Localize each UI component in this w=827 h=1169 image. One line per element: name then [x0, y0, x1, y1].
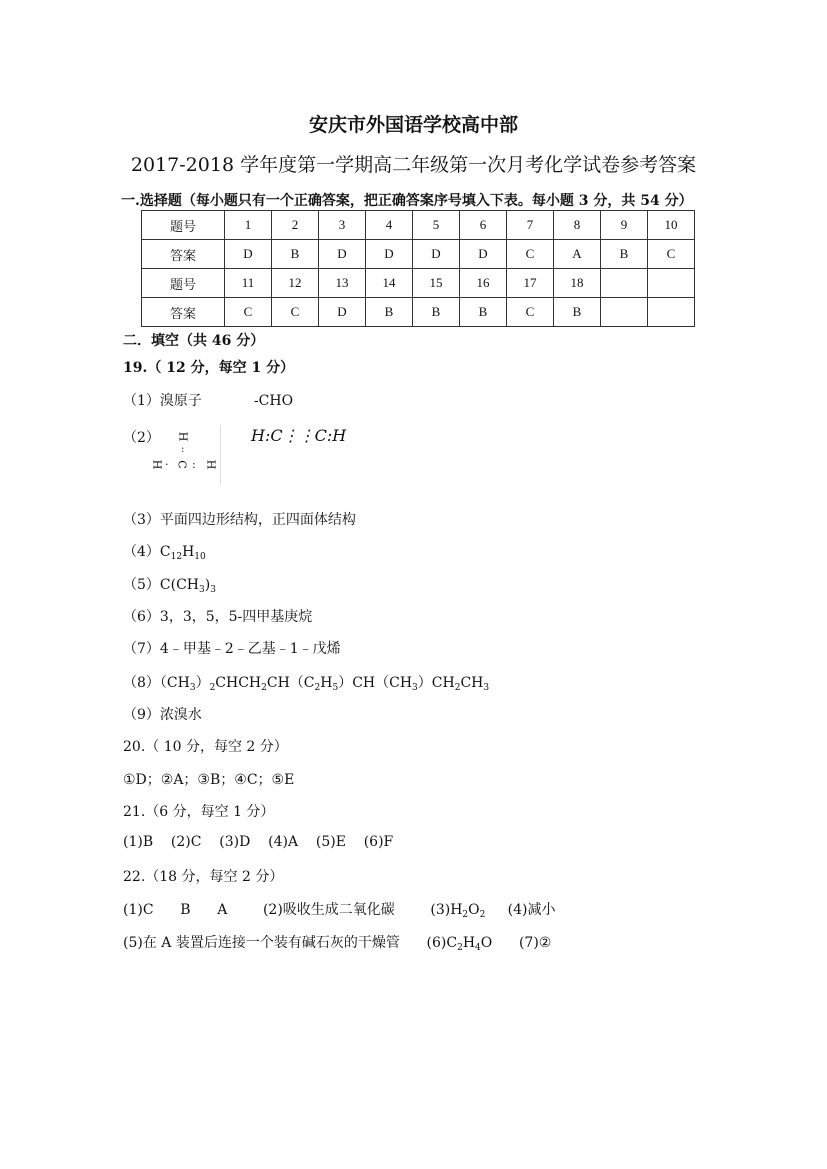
q19-a1-group: -CHO — [253, 393, 294, 409]
subscript: 2 — [314, 683, 321, 693]
row-label-number: 题号 — [142, 269, 225, 298]
table-row — [142, 211, 695, 240]
q19-answer-6: （6）3，3，5，5-四甲基庚烷 — [123, 609, 313, 625]
text-part: CH — [460, 675, 484, 691]
section1-heading: 一.选择题（每小题只有一个正确答案，把正确答案序号填入下表。每小题 3 分，共 54 分） — [121, 193, 693, 209]
table-cell: D — [319, 298, 366, 327]
table-row — [142, 240, 695, 269]
table-cell: 2 — [272, 211, 319, 240]
text-part: (5)在 A 装置后连接一个装有碱石灰的干燥管 (6)C — [123, 935, 458, 951]
table-cell: 6 — [460, 211, 507, 240]
subscript: 3 — [483, 683, 490, 693]
table-cell: D — [460, 240, 507, 269]
table-cell: C — [272, 298, 319, 327]
exam-title: 2017-2018 学年度第一学期高二年级第一次月考化学试卷参考答案 — [130, 154, 697, 176]
text-part: H — [320, 675, 333, 691]
text-part: H — [182, 544, 195, 560]
q19-answer-8 — [123, 672, 489, 692]
subscript: 3 — [210, 585, 216, 595]
table-cell — [648, 298, 695, 327]
divider — [220, 425, 221, 485]
table-cell: A — [554, 240, 601, 269]
text-part: CH（C — [266, 675, 315, 691]
q19-header: 19.（ 12 分，每空 1 分） — [123, 360, 295, 376]
q19-answer-3: （3）平面四边形结构，正四面体结构 — [123, 512, 356, 528]
lewis-structure-image — [150, 428, 222, 480]
table-cell: 13 — [319, 269, 366, 298]
table-cell: 11 — [225, 269, 272, 298]
q19-answer-7: （7）4﹣甲基﹣2﹣乙基﹣1﹣戊烯 — [123, 641, 341, 657]
answer-table — [141, 210, 695, 327]
table-cell — [601, 298, 648, 327]
q19-answer-4 — [123, 541, 206, 561]
table-cell: C — [507, 298, 554, 327]
row-label-answer: 答案 — [142, 240, 225, 269]
table-cell — [648, 269, 695, 298]
text-part: （8）（CH — [123, 675, 190, 691]
text-part: ）CH — [417, 675, 455, 691]
table-row — [142, 269, 695, 298]
lewis-h-right: H — [204, 459, 218, 470]
table-cell: 12 — [272, 269, 319, 298]
subscript: 3 — [189, 683, 196, 693]
subscript: 5 — [332, 683, 339, 693]
table-cell: 3 — [319, 211, 366, 240]
table-cell: C — [648, 240, 695, 269]
table-cell: 17 — [507, 269, 554, 298]
table-cell: B — [601, 240, 648, 269]
acetylene-electron-formula: H:C⋮⋮C:H — [251, 426, 347, 445]
subscript: 12 — [170, 552, 183, 562]
table-cell: 1 — [225, 211, 272, 240]
table-cell: D — [366, 240, 413, 269]
subscript: 2 — [261, 683, 267, 693]
q19-a2-label: （2） — [123, 430, 160, 446]
table-cell: 9 — [601, 211, 648, 240]
table-cell — [601, 269, 648, 298]
subscript: 2 — [457, 943, 463, 953]
table-cell: 5 — [413, 211, 460, 240]
table-cell: B — [366, 298, 413, 327]
q20-header: 20.（ 10 分，每空 2 分） — [123, 739, 288, 755]
text-part: ） — [195, 675, 210, 691]
q19-answer-1 — [123, 390, 293, 410]
text-part: CHCH — [215, 675, 262, 691]
table-cell: B — [413, 298, 460, 327]
table-cell: C — [507, 240, 554, 269]
subscript: 2 — [462, 910, 469, 920]
lewis-colon: : — [181, 444, 185, 455]
table-cell: 16 — [460, 269, 507, 298]
table-cell: 10 — [648, 211, 695, 240]
text-part: （5）C(CH — [123, 577, 200, 593]
table-cell: D — [225, 240, 272, 269]
table-cell: D — [413, 240, 460, 269]
subscript: 4 — [475, 943, 481, 953]
table-cell: 7 — [507, 211, 554, 240]
text-part: ) — [204, 577, 211, 593]
subscript: 3 — [412, 683, 418, 693]
table-cell: 15 — [413, 269, 460, 298]
table-cell: 14 — [366, 269, 413, 298]
table-cell: B — [460, 298, 507, 327]
text-part: O (7)② — [480, 935, 552, 951]
q21-answer: (1)B (2)C (3)D (4)A (5)E (6)F — [123, 834, 394, 850]
row-label-answer: 答案 — [142, 298, 225, 327]
q19-answer-5 — [123, 574, 216, 594]
lewis-h-top: H — [176, 431, 190, 442]
text-part: (4)减小 — [485, 902, 556, 918]
subscript: 3 — [199, 585, 205, 595]
subscript: 10 — [194, 552, 206, 562]
text-part: ）CH（CH — [338, 675, 413, 691]
lewis-c: C — [175, 460, 189, 469]
q22-header: 22.（18 分，每空 2 分） — [123, 869, 284, 885]
q22-answer-line2 — [123, 932, 551, 952]
text-part: (1)C B A (2)吸收生成二氧化碳 (3)H — [123, 902, 463, 918]
table-cell: 4 — [366, 211, 413, 240]
school-title: 安庆市外国语学校高中部 — [308, 114, 518, 136]
table-cell: B — [272, 240, 319, 269]
table-row — [142, 298, 695, 327]
text-part: H — [462, 935, 476, 951]
text-part: （4）C — [123, 544, 171, 560]
subscript: 2 — [454, 683, 461, 693]
table-cell: C — [225, 298, 272, 327]
lewis-dot: · — [165, 458, 169, 471]
text-part: O — [468, 902, 480, 918]
section2-heading: 二．填空（共 46 分） — [123, 333, 265, 349]
q20-answer: ①D；②A；③B；④C；⑤E — [123, 772, 295, 788]
q19-a1-label: （1）溴原子 — [123, 393, 202, 409]
lewis-h-left: H — [150, 459, 164, 470]
q22-answer-line1 — [123, 899, 555, 919]
subscript: 2 — [479, 910, 486, 920]
table-cell: B — [554, 298, 601, 327]
subscript: 2 — [209, 683, 216, 693]
lewis-dot: : — [192, 458, 196, 471]
q19-answer-9: （9）浓溴水 — [123, 707, 202, 723]
q21-header: 21.（6 分，每空 1 分） — [123, 804, 275, 820]
table-cell: D — [319, 240, 366, 269]
row-label-number: 题号 — [142, 211, 225, 240]
table-cell: 18 — [554, 269, 601, 298]
table-cell: 8 — [554, 211, 601, 240]
